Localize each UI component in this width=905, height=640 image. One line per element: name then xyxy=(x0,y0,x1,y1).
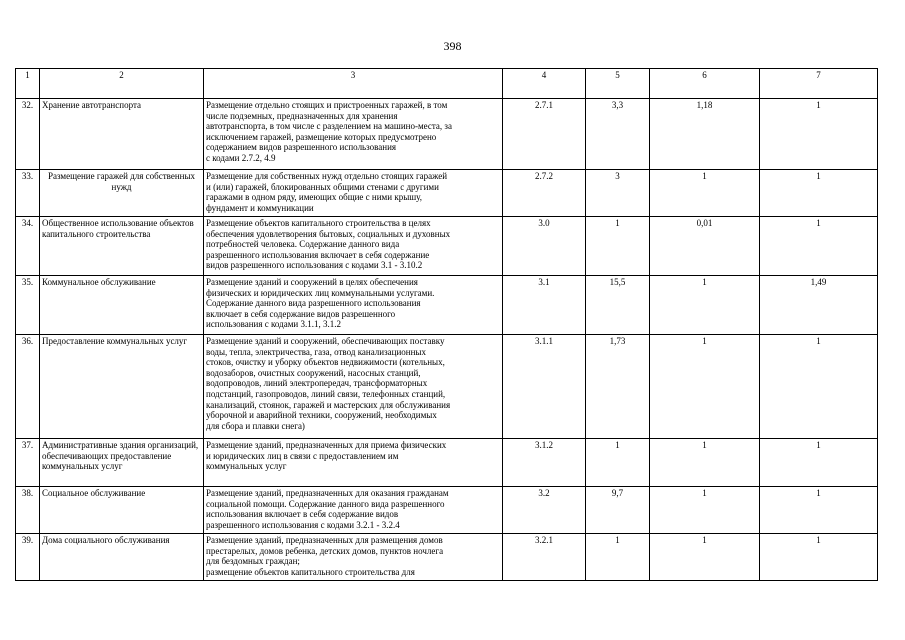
row-description: Размещение зданий, предназначенных для приема физических и юридических лиц в связи с предоставлением им коммунальных услуг xyxy=(204,439,503,487)
land-use-table xyxy=(15,68,878,581)
row-number: 34. xyxy=(16,217,40,276)
page-number: 398 xyxy=(443,39,462,53)
row-number: 36. xyxy=(16,335,40,439)
row-number: 38. xyxy=(16,487,40,534)
header-col-3: 3 xyxy=(204,69,503,99)
table-row xyxy=(16,217,878,276)
row-description: Размещение зданий, предназначенных для оказания гражданам социальной помощи. Содержание данного вида разрешенного использования включает в себя содержание видов разрешенного использования с кодами 3.2.1 - 3.2.4 xyxy=(204,487,503,534)
row-col-5: 1 xyxy=(586,534,650,581)
row-col-6: 0,01 xyxy=(650,217,760,276)
row-name: Административные здания организаций, обеспечивающих предоставление коммунальных услуг xyxy=(40,439,204,487)
row-name: Общественное использование объектов капитального строительства xyxy=(40,217,204,276)
table-row xyxy=(16,487,878,534)
header-col-6: 6 xyxy=(650,69,760,99)
row-col-5: 1,73 xyxy=(586,335,650,439)
row-description: Размещение для собственных нужд отдельно стоящих гаражей и (или) гаражей, блокированных общими стенами с другими гаражами в одном ряду, имеющих общие с ними крышу, фундамент и коммуникации xyxy=(204,170,503,217)
row-code: 3.1.1 xyxy=(503,335,586,439)
table-header-row xyxy=(16,69,878,99)
table-row xyxy=(16,99,878,170)
row-code: 3.2.1 xyxy=(503,534,586,581)
row-col-5: 15,5 xyxy=(586,276,650,335)
table-row xyxy=(16,170,878,217)
row-description: Размещение зданий, предназначенных для размещения домов престарелых, домов ребенка, детских домов, пунктов ночлега для бездомных граждан; размещение объектов капитального строительства для xyxy=(204,534,503,581)
row-number: 33. xyxy=(16,170,40,217)
row-code: 3.0 xyxy=(503,217,586,276)
row-col-5: 3 xyxy=(586,170,650,217)
header-col-1: 1 xyxy=(16,69,40,99)
row-description: Размещение зданий и сооружений в целях обеспечения физических и юридических лиц коммунальными услугами. Содержание данного вида разрешенного использования включает в себя содержание видов разрешенного использования с кодами 3.1.1, 3.1.2 xyxy=(204,276,503,335)
row-number: 37. xyxy=(16,439,40,487)
row-name: Дома социального обслуживания xyxy=(40,534,204,581)
row-col-5: 3,3 xyxy=(586,99,650,170)
row-code: 2.7.1 xyxy=(503,99,586,170)
row-col-7: 1 xyxy=(760,487,878,534)
row-col-6: 1 xyxy=(650,335,760,439)
row-col-7: 1,49 xyxy=(760,276,878,335)
table-row xyxy=(16,439,878,487)
header-col-4: 4 xyxy=(503,69,586,99)
header-col-7: 7 xyxy=(760,69,878,99)
row-code: 3.2 xyxy=(503,487,586,534)
row-code: 2.7.2 xyxy=(503,170,586,217)
row-col-6: 1 xyxy=(650,534,760,581)
row-col-7: 1 xyxy=(760,217,878,276)
row-col-5: 9,7 xyxy=(586,487,650,534)
row-number: 35. xyxy=(16,276,40,335)
row-name: Размещение гаражей для собственных нужд xyxy=(40,170,204,217)
table-row xyxy=(16,276,878,335)
row-col-7: 1 xyxy=(760,534,878,581)
row-description: Размещение объектов капитального строительства в целях обеспечения удовлетворения бытовых, социальных и духовных потребностей человека. Содержание данного вида разрешенного использования включает в себя содержание видов разрешенного использования с кодами 3.1 - 3.10.2 xyxy=(204,217,503,276)
row-col-6: 1 xyxy=(650,170,760,217)
row-number: 39. xyxy=(16,534,40,581)
table-row xyxy=(16,335,878,439)
row-name: Коммунальное обслуживание xyxy=(40,276,204,335)
row-col-6: 1 xyxy=(650,439,760,487)
row-col-5: 1 xyxy=(586,439,650,487)
row-code: 3.1 xyxy=(503,276,586,335)
row-name: Предоставление коммунальных услуг xyxy=(40,335,204,439)
row-col-7: 1 xyxy=(760,439,878,487)
table-row xyxy=(16,534,878,581)
row-name: Хранение автотранспорта xyxy=(40,99,204,170)
row-col-6: 1,18 xyxy=(650,99,760,170)
row-col-7: 1 xyxy=(760,99,878,170)
row-col-6: 1 xyxy=(650,487,760,534)
header-col-2: 2 xyxy=(40,69,204,99)
row-col-7: 1 xyxy=(760,335,878,439)
header-col-5: 5 xyxy=(586,69,650,99)
row-col-6: 1 xyxy=(650,276,760,335)
row-number: 32. xyxy=(16,99,40,170)
row-code: 3.1.2 xyxy=(503,439,586,487)
row-name: Социальное обслуживание xyxy=(40,487,204,534)
row-description: Размещение отдельно стоящих и пристроенных гаражей, в том числе подземных, предназначенных для хранения автотранспорта, в том числе с разделением на машино-места, за исключением гаражей, размещение которых предусмотрено содержанием видов разрешенного использования с кодами 2.7.2, 4.9 xyxy=(204,99,503,170)
row-description: Размещение зданий и сооружений, обеспечивающих поставку воды, тепла, электричества, газа, отвод канализационных стоков, очистку и уборку объектов недвижимости (котельных, водозаборов, очистных сооружений, насосных станций, водопроводов, линий электропередач, трансформаторных подстанций, газопроводов, линий связи, телефонных станций, канализаций, стоянок, гаражей и мастерских для обслуживания уборочной и аварийной техники, сооружений, необходимых для сбора и плавки снега) xyxy=(204,335,503,439)
row-col-7: 1 xyxy=(760,170,878,217)
row-col-5: 1 xyxy=(586,217,650,276)
